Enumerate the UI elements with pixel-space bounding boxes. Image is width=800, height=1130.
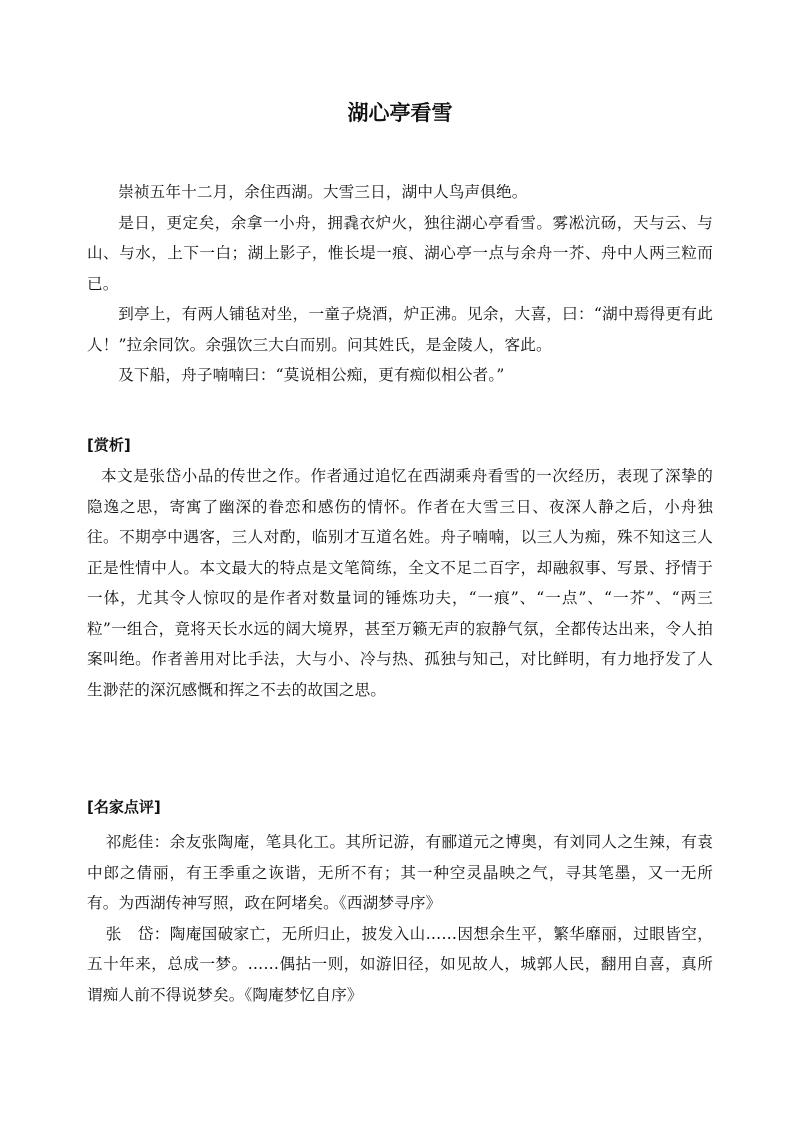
analysis-heading: [赏析]: [87, 436, 131, 454]
original-paragraph-3: 到亭上，有两人铺毡对坐，一童子烧酒，炉正沸。见余，大喜，曰：“湖中焉得更有此人！”拉余同饮。余强饮三大白而别。问其姓氏，是金陵人，客此。: [87, 305, 713, 354]
original-paragraph-1: 崇祯五年十二月，余住西湖。大雪三日，湖中人鸟声俱绝。: [118, 183, 528, 201]
comments-section: [87, 827, 713, 1010]
original-paragraph-2: 是日，更定矣，余拿一小舟，拥毳衣炉火，独往湖心亭看雪。雾凇沆砀，天与云、与山、与水，上下一白；湖上影子，惟长堤一痕、湖心亭一点与余舟一芥、舟中人两三粒而已。: [87, 213, 713, 293]
analysis-section: [87, 461, 713, 705]
page-title: 湖心亭看雪: [347, 101, 453, 125]
comments-heading: [名家点评]: [87, 798, 161, 816]
original-text: [87, 177, 713, 391]
comment-item: 祁彪佳：余友张陶庵，笔具化工。其所记游，有郦道元之博奥，有刘同人之生辣，有袁中郎之倩丽，有王季重之诙谐，无所不有；其一种空灵晶映之气，寻其笔墨，又一无所有。为西湖传神写照，政在阿堵矣。《西湖梦寻序》: [87, 833, 713, 912]
comment-item: 张 岱：陶庵国破家亡，无所归止，披发入山……因想余生平，繁华靡丽，过眼皆空，五十年来，总成一梦。……偶拈一则，如游旧径，如见故人，城郭人民，翻用自喜，真所谓痴人前不得说梦矣。《陶庵梦忆自序》: [87, 924, 713, 1004]
original-paragraph-4: 及下船，舟子喃喃曰：“莫说相公痴，更有痴似相公者。”: [118, 366, 505, 384]
analysis-paragraph: 本文是张岱小品的传世之作。作者通过追忆在西湖乘舟看雪的一次经历，表现了深挚的隐逸之思，寄寓了幽深的眷恋和感伤的情怀。作者在大雪三日、夜深人静之后，小舟独往。不期亭中遇客，三人对酌，临别才互道名姓。舟子喃喃，以三人为痴，殊不知这三人正是性情中人。本文最大的特点是文笔简练，全文不足二百字，却融叙事、写景、抒情于一体，尤其令人惊叹的是作者对数量词的锤炼功夫，“一痕”、“一点”、“一芥”、“两三粒”一组合，竟将天长水远的阔大境界，甚至万籁无声的寂静气氛，全都传达出来，令人拍案叫绝。作者善用对比手法，大与小、冷与热、孤独与知己，对比鲜明，有力地抒发了人生渺茫的深沉感慨和挥之不去的故国之思。: [87, 467, 713, 699]
